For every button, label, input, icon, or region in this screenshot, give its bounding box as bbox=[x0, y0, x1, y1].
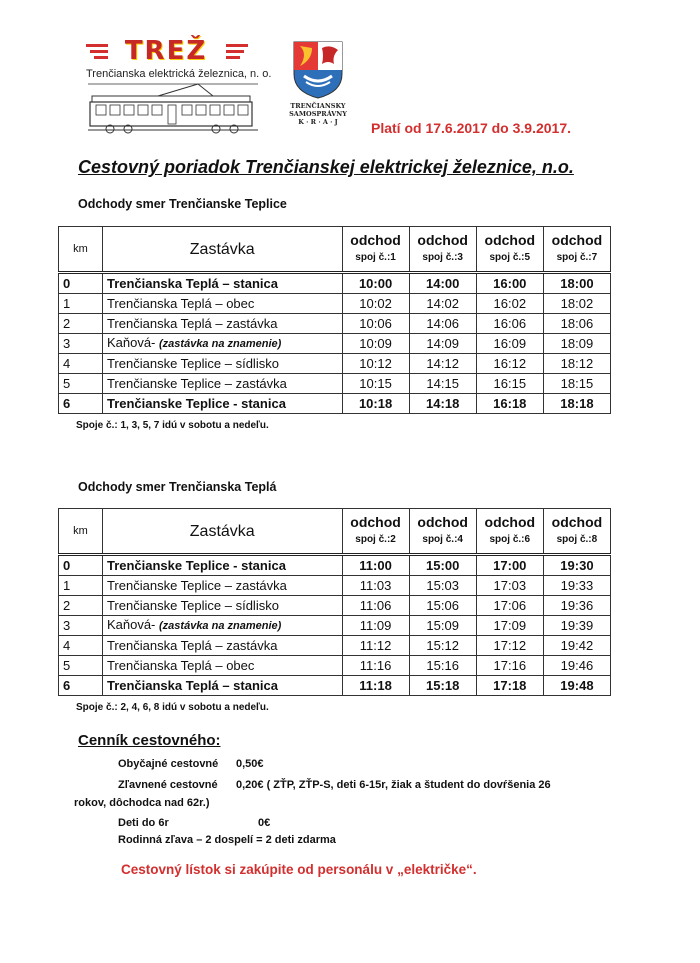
stop-cell bbox=[102, 555, 342, 576]
departure-time: 16:09 bbox=[476, 334, 543, 354]
departure-header: odchod spoj č.:7 bbox=[543, 227, 610, 273]
stop-name: Trenčianska Teplá – zastávka bbox=[106, 316, 278, 331]
km-cell: 4 bbox=[59, 354, 103, 374]
departure-time: 15:09 bbox=[409, 616, 476, 636]
region-line-2: SAMOSPRÁVNY bbox=[289, 110, 347, 118]
departure-time: 17:16 bbox=[476, 656, 543, 676]
departure-time: 15:03 bbox=[409, 576, 476, 596]
stop-name: Trenčianske Teplice - stanica bbox=[106, 396, 286, 411]
stop-cell bbox=[102, 273, 342, 294]
departure-time: 10:09 bbox=[342, 334, 409, 354]
table-row bbox=[59, 636, 611, 656]
departure-time: 14:09 bbox=[409, 334, 476, 354]
departure-time: 11:00 bbox=[342, 555, 409, 576]
departure-time: 14:00 bbox=[409, 273, 476, 294]
region-coat-of-arms bbox=[286, 40, 350, 140]
discount-fare-label: Zľavnené cestovné bbox=[118, 779, 218, 791]
stop-name: Trenčianska Teplá – stanica bbox=[106, 276, 278, 291]
stop-on-request-note: (zastávka na znamenie) bbox=[159, 620, 282, 632]
km-header: km bbox=[59, 509, 103, 555]
stop-cell bbox=[102, 656, 342, 676]
price-list-title: Cenník cestovného: bbox=[78, 732, 221, 749]
km-cell: 2 bbox=[59, 314, 103, 334]
table-row bbox=[59, 354, 611, 374]
departure-time: 15:06 bbox=[409, 596, 476, 616]
discount-fare-text-cont: rokov, dôchodca nad 62r.) bbox=[74, 797, 210, 809]
table-row bbox=[59, 314, 611, 334]
departure-time: 10:15 bbox=[342, 374, 409, 394]
stop-cell bbox=[102, 354, 342, 374]
ticket-purchase-note: Cestovný lístok si zakúpite od personálu v „električke“. bbox=[121, 862, 477, 877]
logo-wordmark: TREŽ bbox=[124, 36, 208, 66]
departure-header: odchod spoj č.:5 bbox=[476, 227, 543, 273]
timetable-to-tepla bbox=[58, 508, 611, 696]
region-line-1: TRENČIANSKY bbox=[290, 102, 346, 110]
table-row bbox=[59, 273, 611, 294]
stop-name: Trenčianske Teplice – sídlisko bbox=[106, 598, 279, 613]
departure-time: 18:09 bbox=[543, 334, 610, 354]
table-row bbox=[59, 676, 611, 696]
departure-time: 11:09 bbox=[342, 616, 409, 636]
table-row bbox=[59, 334, 611, 354]
table-row bbox=[59, 616, 611, 636]
departure-time: 14:12 bbox=[409, 354, 476, 374]
timetable-body bbox=[59, 555, 611, 696]
departure-header: odchod spoj č.:6 bbox=[476, 509, 543, 555]
km-header: km bbox=[59, 227, 103, 273]
departure-time: 14:18 bbox=[409, 394, 476, 414]
departure-time: 11:12 bbox=[342, 636, 409, 656]
stop-cell bbox=[102, 294, 342, 314]
table-row bbox=[59, 656, 611, 676]
departure-time: 16:12 bbox=[476, 354, 543, 374]
stop-name: Trenčianske Teplice – zastávka bbox=[106, 578, 287, 593]
departure-time: 11:03 bbox=[342, 576, 409, 596]
document-title: Cestovný poriadok Trenčianskej elektrickej železnice, n.o. bbox=[78, 157, 574, 177]
stop-cell bbox=[102, 314, 342, 334]
km-cell: 4 bbox=[59, 636, 103, 656]
stop-name: Trenčianske Teplice – zastávka bbox=[106, 376, 287, 391]
regular-fare-label: Obyčajné cestovné bbox=[118, 758, 219, 770]
validity-period: Platí od 17.6.2017 do 3.9.2017. bbox=[371, 120, 571, 136]
trez-logo bbox=[86, 36, 272, 136]
departure-time: 11:18 bbox=[342, 676, 409, 696]
stop-name: Trenčianske Teplice – sídlisko bbox=[106, 356, 279, 371]
tram-icon bbox=[88, 82, 258, 137]
departure-time: 10:12 bbox=[342, 354, 409, 374]
stop-header: Zastávka bbox=[102, 509, 342, 555]
departure-time: 17:18 bbox=[476, 676, 543, 696]
departure-time: 19:33 bbox=[543, 576, 610, 596]
km-cell: 6 bbox=[59, 394, 103, 414]
table-row bbox=[59, 555, 611, 576]
stop-on-request-note: (zastávka na znamenie) bbox=[159, 338, 282, 350]
timetable-body bbox=[59, 273, 611, 414]
stop-cell bbox=[102, 334, 342, 354]
table-row bbox=[59, 294, 611, 314]
section-title-tepla: Odchody smer Trenčianska Teplá bbox=[78, 480, 277, 494]
stop-cell bbox=[102, 576, 342, 596]
departure-time: 17:12 bbox=[476, 636, 543, 656]
km-cell: 0 bbox=[59, 555, 103, 576]
children-fare-price: 0€ bbox=[258, 817, 271, 829]
departure-time: 18:06 bbox=[543, 314, 610, 334]
departure-header: odchod spoj č.:1 bbox=[342, 227, 409, 273]
departure-time: 18:18 bbox=[543, 394, 610, 414]
km-cell: 3 bbox=[59, 616, 103, 636]
table-row bbox=[59, 576, 611, 596]
departure-time: 15:18 bbox=[409, 676, 476, 696]
children-fare-label: Deti do 6r bbox=[118, 817, 169, 829]
company-name: Trenčianska elektrická železnica, n. o. bbox=[86, 68, 272, 80]
departure-time: 10:02 bbox=[342, 294, 409, 314]
stop-name: Kaňová- bbox=[106, 335, 160, 350]
departure-header: odchod spoj č.:8 bbox=[543, 509, 610, 555]
departure-time: 16:02 bbox=[476, 294, 543, 314]
departure-time: 16:15 bbox=[476, 374, 543, 394]
departure-time: 10:06 bbox=[342, 314, 409, 334]
stop-name: Trenčianske Teplice - stanica bbox=[106, 558, 286, 573]
table-row bbox=[59, 374, 611, 394]
regular-fare-price: 0,50€ bbox=[236, 758, 264, 770]
km-cell: 6 bbox=[59, 676, 103, 696]
table-row bbox=[59, 394, 611, 414]
stop-cell bbox=[102, 616, 342, 636]
departure-time: 10:00 bbox=[342, 273, 409, 294]
table-row bbox=[59, 596, 611, 616]
stop-cell bbox=[102, 636, 342, 656]
departure-time: 18:15 bbox=[543, 374, 610, 394]
departure-time: 14:15 bbox=[409, 374, 476, 394]
departure-time: 18:00 bbox=[543, 273, 610, 294]
coat-of-arms-icon bbox=[286, 40, 350, 100]
stop-cell bbox=[102, 394, 342, 414]
departure-time: 18:12 bbox=[543, 354, 610, 374]
wing-left-icon bbox=[86, 42, 108, 62]
stop-name: Kaňová- bbox=[106, 617, 160, 632]
departure-time: 14:06 bbox=[409, 314, 476, 334]
footnote-weekend: Spoje č.: 1, 3, 5, 7 idú v sobotu a nedeľu. bbox=[76, 420, 269, 431]
departure-time: 14:02 bbox=[409, 294, 476, 314]
departure-time: 17:06 bbox=[476, 596, 543, 616]
departure-time: 15:12 bbox=[409, 636, 476, 656]
stop-name: Trenčianska Teplá – zastávka bbox=[106, 638, 278, 653]
departure-time: 17:00 bbox=[476, 555, 543, 576]
departure-header: odchod spoj č.:2 bbox=[342, 509, 409, 555]
departure-time: 16:06 bbox=[476, 314, 543, 334]
departure-time: 16:18 bbox=[476, 394, 543, 414]
discount-fare-text: 0,20€ ( ZŤP, ZŤP-S, deti 6-15r, žiak a študent do dovŕšenia 26 bbox=[236, 779, 551, 791]
departure-time: 11:06 bbox=[342, 596, 409, 616]
km-cell: 1 bbox=[59, 294, 103, 314]
stop-cell bbox=[102, 676, 342, 696]
stop-cell bbox=[102, 374, 342, 394]
stop-name: Trenčianska Teplá – obec bbox=[106, 296, 255, 311]
km-cell: 0 bbox=[59, 273, 103, 294]
departure-time: 17:03 bbox=[476, 576, 543, 596]
departure-time: 15:16 bbox=[409, 656, 476, 676]
stop-header: Zastávka bbox=[102, 227, 342, 273]
departure-time: 19:48 bbox=[543, 676, 610, 696]
wing-right-icon bbox=[226, 42, 248, 62]
km-cell: 5 bbox=[59, 656, 103, 676]
footnote-weekend: Spoje č.: 2, 4, 6, 8 idú v sobotu a nedeľu. bbox=[76, 702, 269, 713]
stop-cell bbox=[102, 596, 342, 616]
departure-time: 19:46 bbox=[543, 656, 610, 676]
departure-time: 10:18 bbox=[342, 394, 409, 414]
departure-time: 19:30 bbox=[543, 555, 610, 576]
departure-time: 17:09 bbox=[476, 616, 543, 636]
stop-name: Trenčianska Teplá – stanica bbox=[106, 678, 278, 693]
departure-time: 16:00 bbox=[476, 273, 543, 294]
departure-time: 19:39 bbox=[543, 616, 610, 636]
km-cell: 2 bbox=[59, 596, 103, 616]
km-cell: 5 bbox=[59, 374, 103, 394]
section-title-teplice: Odchody smer Trenčianske Teplice bbox=[78, 197, 287, 211]
timetable-to-teplice bbox=[58, 226, 611, 414]
departure-time: 19:36 bbox=[543, 596, 610, 616]
km-cell: 1 bbox=[59, 576, 103, 596]
family-discount: Rodinná zľava – 2 dospelí = 2 deti zdarma bbox=[118, 834, 336, 846]
stop-name: Trenčianska Teplá – obec bbox=[106, 658, 255, 673]
departure-time: 18:02 bbox=[543, 294, 610, 314]
departure-header: odchod spoj č.:4 bbox=[409, 509, 476, 555]
departure-header: odchod spoj č.:3 bbox=[409, 227, 476, 273]
region-line-3: K · R · A · J bbox=[298, 118, 338, 126]
km-cell: 3 bbox=[59, 334, 103, 354]
departure-time: 19:42 bbox=[543, 636, 610, 656]
departure-time: 11:16 bbox=[342, 656, 409, 676]
departure-time: 15:00 bbox=[409, 555, 476, 576]
